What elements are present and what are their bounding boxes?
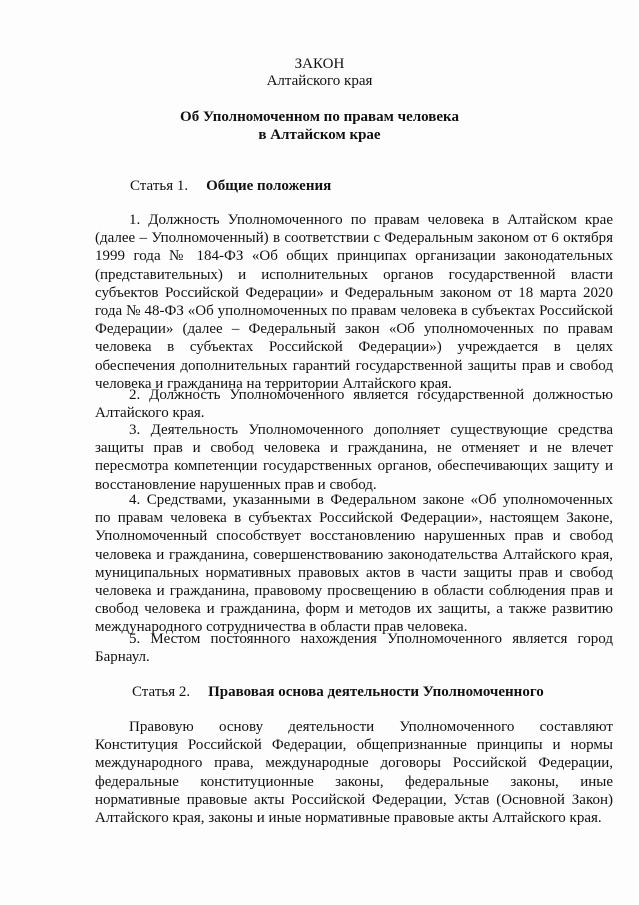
article-1-paragraph-1: 1. Должность Уполномоченного по правам человека в Алтайском крае (далее – Уполномоченный) в соответствии с Федеральным законом от 6 октября 1999 года № 184-ФЗ «Об общих принципах организации законодательных (представительных) и исполнительных органов государственной власти субъектов Российской Федерации» и Федеральным законом от 18 марта 2020 года № 48-ФЗ «Об уполномоченных по правам человека в субъектах Российской Федерации» (далее – Федеральный закон «Об уполномоченных по правам человека в субъектах Российской Федерации») учреждается в целях обеспечения дополнительных гарантий государственной защиты прав и свобод человека и гражданина на территории Алтайского края. [95, 212, 613, 392]
document-title-line-2: в Алтайском крае [258, 127, 381, 143]
document-type: ЗАКОН [294, 56, 345, 72]
article-1-number: Статья 1. [130, 178, 189, 194]
document-title-line-1: Об Уполномоченном по правам человека [180, 109, 459, 125]
article-1-paragraph-4: 4. Средствами, указанными в Федеральном законе «Об уполномоченных по правам человека в субъектах Российской Федерации», настоящем Законе, Уполномоченный способствует восстановлению нарушенных прав и свобод человека и гражданина, совершенствованию законодательства Алтайского края, муниципальных нормативных правовых актов в части защиты прав и свобод человека и гражданина, правовому просвещению в области соблюдения прав и свобод человека и гражданина, форм и методов их защиты, а также развитию международного сотрудничества в области прав человека. [95, 492, 613, 636]
article-1-paragraph-5: 5. Местом постоянного нахождения Уполномоченного является город Барнаул. [95, 631, 613, 666]
article-1-name: Общие положения [206, 178, 332, 194]
article-2-paragraph-1: Правовую основу деятельности Уполномоченного составляют Конституция Российской Федерации, общепризнанные принципы и нормы международного права, международные договоры Российской Федерации, федеральные конституционные законы, федеральные законы, иные нормативные правовые акты Российской Федерации, Устав (Основной Закон) Алтайского края, законы и иные нормативные правовые акты Алтайского края. [95, 719, 613, 827]
article-2-number: Статья 2. [132, 684, 191, 700]
article-2-name: Правовая основа деятельности Уполномоченного [208, 684, 544, 700]
article-1-heading [130, 178, 331, 195]
article-2-heading [132, 684, 544, 701]
document-region: Алтайского края [266, 73, 373, 89]
article-1-paragraph-3: 3. Деятельность Уполномоченного дополняет существующие средства защиты прав и свобод человека и гражданина, не отменяет и не влечет пересмотра компетенции государственных органов, обеспечивающих защиту и восстановление нарушенных прав и свобод. [95, 422, 613, 493]
article-1-paragraph-2: 2. Должность Уполномоченного является государственной должностью Алтайского края. [95, 387, 613, 422]
